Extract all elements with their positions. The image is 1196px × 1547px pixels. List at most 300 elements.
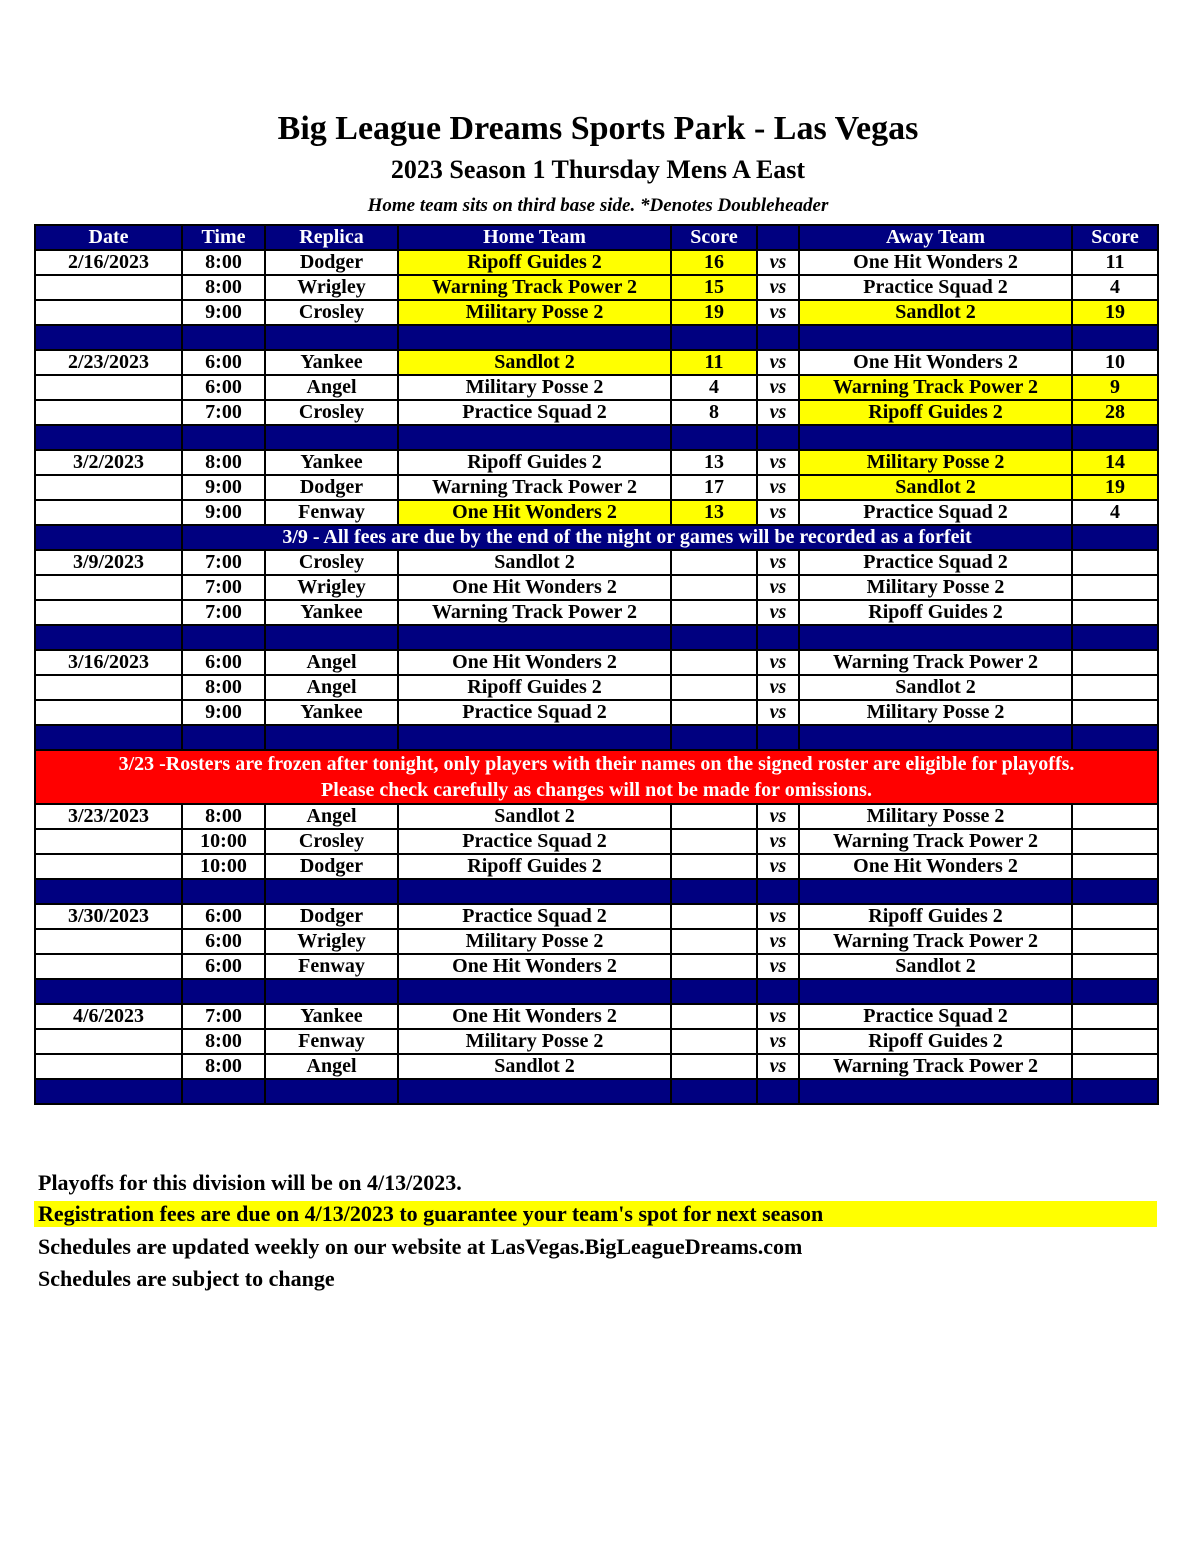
- field-cell: Yankee: [265, 600, 398, 625]
- home-team-cell: One Hit Wonders 2: [398, 575, 671, 600]
- field-cell: Crosley: [265, 300, 398, 325]
- away-team-cell: Ripoff Guides 2: [799, 400, 1072, 425]
- notice-blank-cell: [1072, 525, 1158, 550]
- footer-subject: Schedules are subject to change: [38, 1266, 335, 1291]
- away-score-cell: 4: [1072, 500, 1158, 525]
- time-cell: 8:00: [182, 1054, 265, 1079]
- home-team-cell: One Hit Wonders 2: [398, 954, 671, 979]
- away-team-cell: Military Posse 2: [799, 804, 1072, 829]
- date-cell: 3/2/2023: [35, 450, 182, 475]
- field-cell: Dodger: [265, 250, 398, 275]
- time-cell: 8:00: [182, 250, 265, 275]
- separator-cell: [757, 879, 799, 904]
- away-team-cell: Practice Squad 2: [799, 1004, 1072, 1029]
- home-score-cell: [671, 700, 757, 725]
- date-cell: [35, 675, 182, 700]
- table-row: [35, 575, 1158, 600]
- home-score-cell: 17: [671, 475, 757, 500]
- date-cell: 3/16/2023: [35, 650, 182, 675]
- vs-cell: vs: [757, 700, 799, 725]
- home-team-cell: Sandlot 2: [398, 1054, 671, 1079]
- table-row: [35, 450, 1158, 475]
- away-team-cell: Sandlot 2: [799, 300, 1072, 325]
- home-score-cell: 13: [671, 450, 757, 475]
- separator-cell: [265, 1079, 398, 1104]
- col-away-score: Score: [1072, 225, 1158, 250]
- vs-cell: vs: [757, 904, 799, 929]
- vs-cell: vs: [757, 829, 799, 854]
- table-row: [35, 300, 1158, 325]
- home-team-cell: Ripoff Guides 2: [398, 675, 671, 700]
- date-cell: [35, 375, 182, 400]
- separator-cell: [182, 979, 265, 1004]
- away-score-cell: 28: [1072, 400, 1158, 425]
- date-cell: [35, 300, 182, 325]
- separator-cell: [1072, 979, 1158, 1004]
- roster-notice-line: Please check carefully as changes will not be made for omissions.: [321, 779, 872, 801]
- home-score-cell: [671, 929, 757, 954]
- home-team-cell: Ripoff Guides 2: [398, 450, 671, 475]
- separator-cell: [265, 425, 398, 450]
- table-row: [35, 375, 1158, 400]
- vs-cell: vs: [757, 575, 799, 600]
- separator-cell: [671, 725, 757, 750]
- home-score-cell: 8: [671, 400, 757, 425]
- roster-notice-row: [35, 750, 1158, 804]
- field-cell: Wrigley: [265, 575, 398, 600]
- away-team-cell: Practice Squad 2: [799, 550, 1072, 575]
- separator-cell: [671, 625, 757, 650]
- table-row: [35, 954, 1158, 979]
- away-team-cell: One Hit Wonders 2: [799, 350, 1072, 375]
- time-cell: 8:00: [182, 675, 265, 700]
- home-score-cell: [671, 954, 757, 979]
- table-row: [35, 904, 1158, 929]
- separator-cell: [398, 979, 671, 1004]
- home-score-cell: [671, 575, 757, 600]
- away-score-cell: [1072, 575, 1158, 600]
- field-cell: Fenway: [265, 500, 398, 525]
- away-score-cell: [1072, 854, 1158, 879]
- time-cell: 10:00: [182, 854, 265, 879]
- separator-cell: [1072, 425, 1158, 450]
- separator-cell: [671, 325, 757, 350]
- separator-cell: [182, 879, 265, 904]
- away-score-cell: [1072, 650, 1158, 675]
- vs-cell: vs: [757, 929, 799, 954]
- away-team-cell: Ripoff Guides 2: [799, 600, 1072, 625]
- separator-cell: [398, 879, 671, 904]
- home-team-cell: Military Posse 2: [398, 375, 671, 400]
- separator-row: [35, 625, 1158, 650]
- field-cell: Angel: [265, 650, 398, 675]
- home-score-cell: 16: [671, 250, 757, 275]
- home-score-cell: [671, 1029, 757, 1054]
- home-score-cell: 4: [671, 375, 757, 400]
- time-cell: 6:00: [182, 929, 265, 954]
- vs-cell: vs: [757, 500, 799, 525]
- home-score-cell: [671, 550, 757, 575]
- separator-cell: [757, 1079, 799, 1104]
- separator-cell: [1072, 625, 1158, 650]
- separator-cell: [398, 425, 671, 450]
- separator-cell: [799, 325, 1072, 350]
- separator-cell: [35, 325, 182, 350]
- field-cell: Angel: [265, 375, 398, 400]
- date-cell: 2/16/2023: [35, 250, 182, 275]
- fees-notice-row: [35, 525, 1158, 550]
- date-cell: [35, 1029, 182, 1054]
- date-cell: [35, 500, 182, 525]
- schedule-table: [34, 224, 1159, 1105]
- separator-cell: [35, 625, 182, 650]
- col-home-score: Score: [671, 225, 757, 250]
- time-cell: 8:00: [182, 804, 265, 829]
- table-row: [35, 650, 1158, 675]
- away-score-cell: 10: [1072, 350, 1158, 375]
- separator-cell: [1072, 325, 1158, 350]
- time-cell: 9:00: [182, 475, 265, 500]
- field-cell: Dodger: [265, 904, 398, 929]
- field-cell: Fenway: [265, 954, 398, 979]
- home-score-cell: [671, 1004, 757, 1029]
- separator-cell: [671, 425, 757, 450]
- time-cell: 8:00: [182, 275, 265, 300]
- away-team-cell: Warning Track Power 2: [799, 375, 1072, 400]
- time-cell: 9:00: [182, 300, 265, 325]
- away-team-cell: Military Posse 2: [799, 700, 1072, 725]
- away-team-cell: Warning Track Power 2: [799, 650, 1072, 675]
- separator-cell: [35, 1079, 182, 1104]
- field-cell: Yankee: [265, 350, 398, 375]
- time-cell: 9:00: [182, 500, 265, 525]
- time-cell: 7:00: [182, 400, 265, 425]
- home-score-cell: [671, 804, 757, 829]
- home-team-cell: Sandlot 2: [398, 804, 671, 829]
- home-team-cell: Military Posse 2: [398, 1029, 671, 1054]
- vs-cell: vs: [757, 300, 799, 325]
- home-team-cell: Military Posse 2: [398, 300, 671, 325]
- separator-cell: [182, 325, 265, 350]
- home-team-cell: Sandlot 2: [398, 350, 671, 375]
- separator-cell: [799, 879, 1072, 904]
- away-score-cell: [1072, 1054, 1158, 1079]
- vs-cell: vs: [757, 275, 799, 300]
- home-team-cell: Warning Track Power 2: [398, 275, 671, 300]
- home-score-cell: [671, 829, 757, 854]
- away-score-cell: [1072, 700, 1158, 725]
- date-cell: [35, 400, 182, 425]
- away-team-cell: Ripoff Guides 2: [799, 1029, 1072, 1054]
- separator-cell: [398, 625, 671, 650]
- separator-cell: [35, 879, 182, 904]
- home-score-cell: [671, 854, 757, 879]
- home-score-cell: [671, 675, 757, 700]
- date-cell: 3/9/2023: [35, 550, 182, 575]
- vs-cell: vs: [757, 804, 799, 829]
- separator-cell: [799, 425, 1072, 450]
- time-cell: 6:00: [182, 954, 265, 979]
- separator-cell: [398, 325, 671, 350]
- vs-cell: vs: [757, 350, 799, 375]
- home-team-cell: Sandlot 2: [398, 550, 671, 575]
- time-cell: 6:00: [182, 904, 265, 929]
- field-cell: Crosley: [265, 550, 398, 575]
- home-score-cell: 11: [671, 350, 757, 375]
- table-row: [35, 550, 1158, 575]
- table-row: [35, 350, 1158, 375]
- vs-cell: vs: [757, 675, 799, 700]
- away-score-cell: [1072, 929, 1158, 954]
- table-row: [35, 500, 1158, 525]
- away-score-cell: [1072, 1004, 1158, 1029]
- separator-cell: [1072, 1079, 1158, 1104]
- separator-cell: [1072, 725, 1158, 750]
- home-team-cell: Practice Squad 2: [398, 400, 671, 425]
- table-row: [35, 929, 1158, 954]
- date-cell: 3/23/2023: [35, 804, 182, 829]
- away-team-cell: Practice Squad 2: [799, 500, 1072, 525]
- away-team-cell: Warning Track Power 2: [799, 929, 1072, 954]
- home-team-cell: One Hit Wonders 2: [398, 650, 671, 675]
- table-row: [35, 400, 1158, 425]
- home-team-cell: Military Posse 2: [398, 929, 671, 954]
- home-score-cell: [671, 600, 757, 625]
- away-score-cell: 4: [1072, 275, 1158, 300]
- away-team-cell: Sandlot 2: [799, 475, 1072, 500]
- table-row: [35, 1054, 1158, 1079]
- separator-cell: [799, 979, 1072, 1004]
- separator-cell: [671, 1079, 757, 1104]
- time-cell: 6:00: [182, 350, 265, 375]
- separator-cell: [35, 425, 182, 450]
- field-cell: Yankee: [265, 1004, 398, 1029]
- notice-blank-cell: [35, 525, 182, 550]
- away-team-cell: Military Posse 2: [799, 575, 1072, 600]
- separator-cell: [757, 979, 799, 1004]
- table-row: [35, 1029, 1158, 1054]
- vs-cell: vs: [757, 650, 799, 675]
- separator-row: [35, 879, 1158, 904]
- separator-cell: [757, 625, 799, 650]
- time-cell: 6:00: [182, 375, 265, 400]
- separator-cell: [799, 1079, 1072, 1104]
- separator-cell: [757, 725, 799, 750]
- date-cell: [35, 854, 182, 879]
- vs-cell: vs: [757, 1004, 799, 1029]
- footer-website: Schedules are updated weekly on our website at LasVegas.BigLeagueDreams.com: [38, 1234, 803, 1259]
- separator-cell: [182, 1079, 265, 1104]
- home-team-cell: Practice Squad 2: [398, 700, 671, 725]
- home-score-cell: [671, 650, 757, 675]
- separator-cell: [799, 625, 1072, 650]
- away-score-cell: [1072, 550, 1158, 575]
- table-row: [35, 475, 1158, 500]
- field-cell: Dodger: [265, 475, 398, 500]
- time-cell: 7:00: [182, 600, 265, 625]
- schedule-note: Home team sits on third base side. *Denotes Doubleheader: [367, 195, 829, 216]
- separator-cell: [757, 325, 799, 350]
- away-score-cell: [1072, 904, 1158, 929]
- schedule-body: [35, 250, 1158, 1104]
- fees-notice: 3/9 - All fees are due by the end of the night or games will be recorded as a forfeit: [182, 525, 1072, 550]
- separator-cell: [35, 979, 182, 1004]
- separator-cell: [799, 725, 1072, 750]
- away-team-cell: One Hit Wonders 2: [799, 250, 1072, 275]
- col-home-team: Home Team: [398, 225, 671, 250]
- away-team-cell: Sandlot 2: [799, 954, 1072, 979]
- separator-cell: [265, 325, 398, 350]
- col-replica: Replica: [265, 225, 398, 250]
- away-team-cell: Sandlot 2: [799, 675, 1072, 700]
- roster-notice-line: 3/23 -Rosters are frozen after tonight, only players with their names on the signed roster are eligible for playoffs.: [118, 753, 1075, 775]
- field-cell: Fenway: [265, 1029, 398, 1054]
- time-cell: 6:00: [182, 650, 265, 675]
- col-date: Date: [35, 225, 182, 250]
- table-row: [35, 854, 1158, 879]
- time-cell: 8:00: [182, 1029, 265, 1054]
- field-cell: Dodger: [265, 854, 398, 879]
- separator-cell: [265, 625, 398, 650]
- separator-cell: [35, 725, 182, 750]
- table-row: [35, 250, 1158, 275]
- time-cell: 10:00: [182, 829, 265, 854]
- away-score-cell: [1072, 804, 1158, 829]
- field-cell: Wrigley: [265, 275, 398, 300]
- vs-cell: vs: [757, 600, 799, 625]
- vs-cell: vs: [757, 450, 799, 475]
- away-score-cell: [1072, 829, 1158, 854]
- away-score-cell: 9: [1072, 375, 1158, 400]
- separator-cell: [1072, 879, 1158, 904]
- table-row: [35, 700, 1158, 725]
- date-cell: [35, 700, 182, 725]
- away-score-cell: [1072, 675, 1158, 700]
- table-row: [35, 675, 1158, 700]
- date-cell: 3/30/2023: [35, 904, 182, 929]
- field-cell: Wrigley: [265, 929, 398, 954]
- season-subtitle: 2023 Season 1 Thursday Mens A East: [390, 155, 806, 184]
- page-title: Big League Dreams Sports Park - Las Vegas: [277, 110, 919, 147]
- home-team-cell: Warning Track Power 2: [398, 600, 671, 625]
- date-cell: 2/23/2023: [35, 350, 182, 375]
- vs-cell: vs: [757, 475, 799, 500]
- field-cell: Crosley: [265, 829, 398, 854]
- away-score-cell: 19: [1072, 300, 1158, 325]
- home-team-cell: Ripoff Guides 2: [398, 250, 671, 275]
- home-score-cell: 13: [671, 500, 757, 525]
- vs-cell: vs: [757, 400, 799, 425]
- separator-cell: [265, 725, 398, 750]
- vs-cell: vs: [757, 375, 799, 400]
- separator-cell: [671, 979, 757, 1004]
- time-cell: 7:00: [182, 575, 265, 600]
- table-row: [35, 1004, 1158, 1029]
- away-team-cell: One Hit Wonders 2: [799, 854, 1072, 879]
- date-cell: [35, 929, 182, 954]
- separator-row: [35, 725, 1158, 750]
- away-team-cell: Warning Track Power 2: [799, 829, 1072, 854]
- home-team-cell: Warning Track Power 2: [398, 475, 671, 500]
- separator-cell: [398, 725, 671, 750]
- field-cell: Yankee: [265, 450, 398, 475]
- home-team-cell: One Hit Wonders 2: [398, 1004, 671, 1029]
- separator-cell: [265, 879, 398, 904]
- separator-cell: [182, 425, 265, 450]
- field-cell: Crosley: [265, 400, 398, 425]
- home-score-cell: [671, 904, 757, 929]
- home-score-cell: 15: [671, 275, 757, 300]
- separator-cell: [398, 1079, 671, 1104]
- separator-cell: [182, 625, 265, 650]
- vs-cell: vs: [757, 1029, 799, 1054]
- separator-cell: [757, 425, 799, 450]
- col-away-team: Away Team: [799, 225, 1072, 250]
- date-cell: [35, 954, 182, 979]
- away-score-cell: [1072, 600, 1158, 625]
- field-cell: Angel: [265, 1054, 398, 1079]
- table-row: [35, 275, 1158, 300]
- away-team-cell: Practice Squad 2: [799, 275, 1072, 300]
- col-time: Time: [182, 225, 265, 250]
- date-cell: [35, 575, 182, 600]
- separator-cell: [671, 879, 757, 904]
- away-score-cell: 19: [1072, 475, 1158, 500]
- vs-cell: vs: [757, 1054, 799, 1079]
- field-cell: Angel: [265, 804, 398, 829]
- time-cell: 7:00: [182, 550, 265, 575]
- vs-cell: vs: [757, 250, 799, 275]
- vs-cell: vs: [757, 854, 799, 879]
- vs-cell: vs: [757, 954, 799, 979]
- home-team-cell: One Hit Wonders 2: [398, 500, 671, 525]
- date-cell: 4/6/2023: [35, 1004, 182, 1029]
- time-cell: 7:00: [182, 1004, 265, 1029]
- time-cell: 8:00: [182, 450, 265, 475]
- field-cell: Yankee: [265, 700, 398, 725]
- away-score-cell: [1072, 954, 1158, 979]
- home-team-cell: Practice Squad 2: [398, 829, 671, 854]
- time-cell: 9:00: [182, 700, 265, 725]
- away-team-cell: Military Posse 2: [799, 450, 1072, 475]
- table-row: [35, 829, 1158, 854]
- separator-row: [35, 425, 1158, 450]
- header-row: [35, 225, 1158, 250]
- away-score-cell: 14: [1072, 450, 1158, 475]
- home-score-cell: 19: [671, 300, 757, 325]
- footer-registration: Registration fees are due on 4/13/2023 to guarantee your team's spot for next season: [34, 1201, 1157, 1227]
- separator-cell: [265, 979, 398, 1004]
- vs-cell: vs: [757, 550, 799, 575]
- table-row: [35, 804, 1158, 829]
- date-cell: [35, 600, 182, 625]
- separator-row: [35, 325, 1158, 350]
- roster-notice: [35, 750, 1158, 804]
- table-row: [35, 600, 1158, 625]
- away-team-cell: Warning Track Power 2: [799, 1054, 1072, 1079]
- home-team-cell: Ripoff Guides 2: [398, 854, 671, 879]
- field-cell: Angel: [265, 675, 398, 700]
- date-cell: [35, 275, 182, 300]
- home-score-cell: [671, 1054, 757, 1079]
- separator-cell: [182, 725, 265, 750]
- away-score-cell: 11: [1072, 250, 1158, 275]
- footer-playoffs: Playoffs for this division will be on 4/13/2023.: [38, 1170, 462, 1195]
- date-cell: [35, 829, 182, 854]
- separator-row: [35, 1079, 1158, 1104]
- away-team-cell: Ripoff Guides 2: [799, 904, 1072, 929]
- date-cell: [35, 1054, 182, 1079]
